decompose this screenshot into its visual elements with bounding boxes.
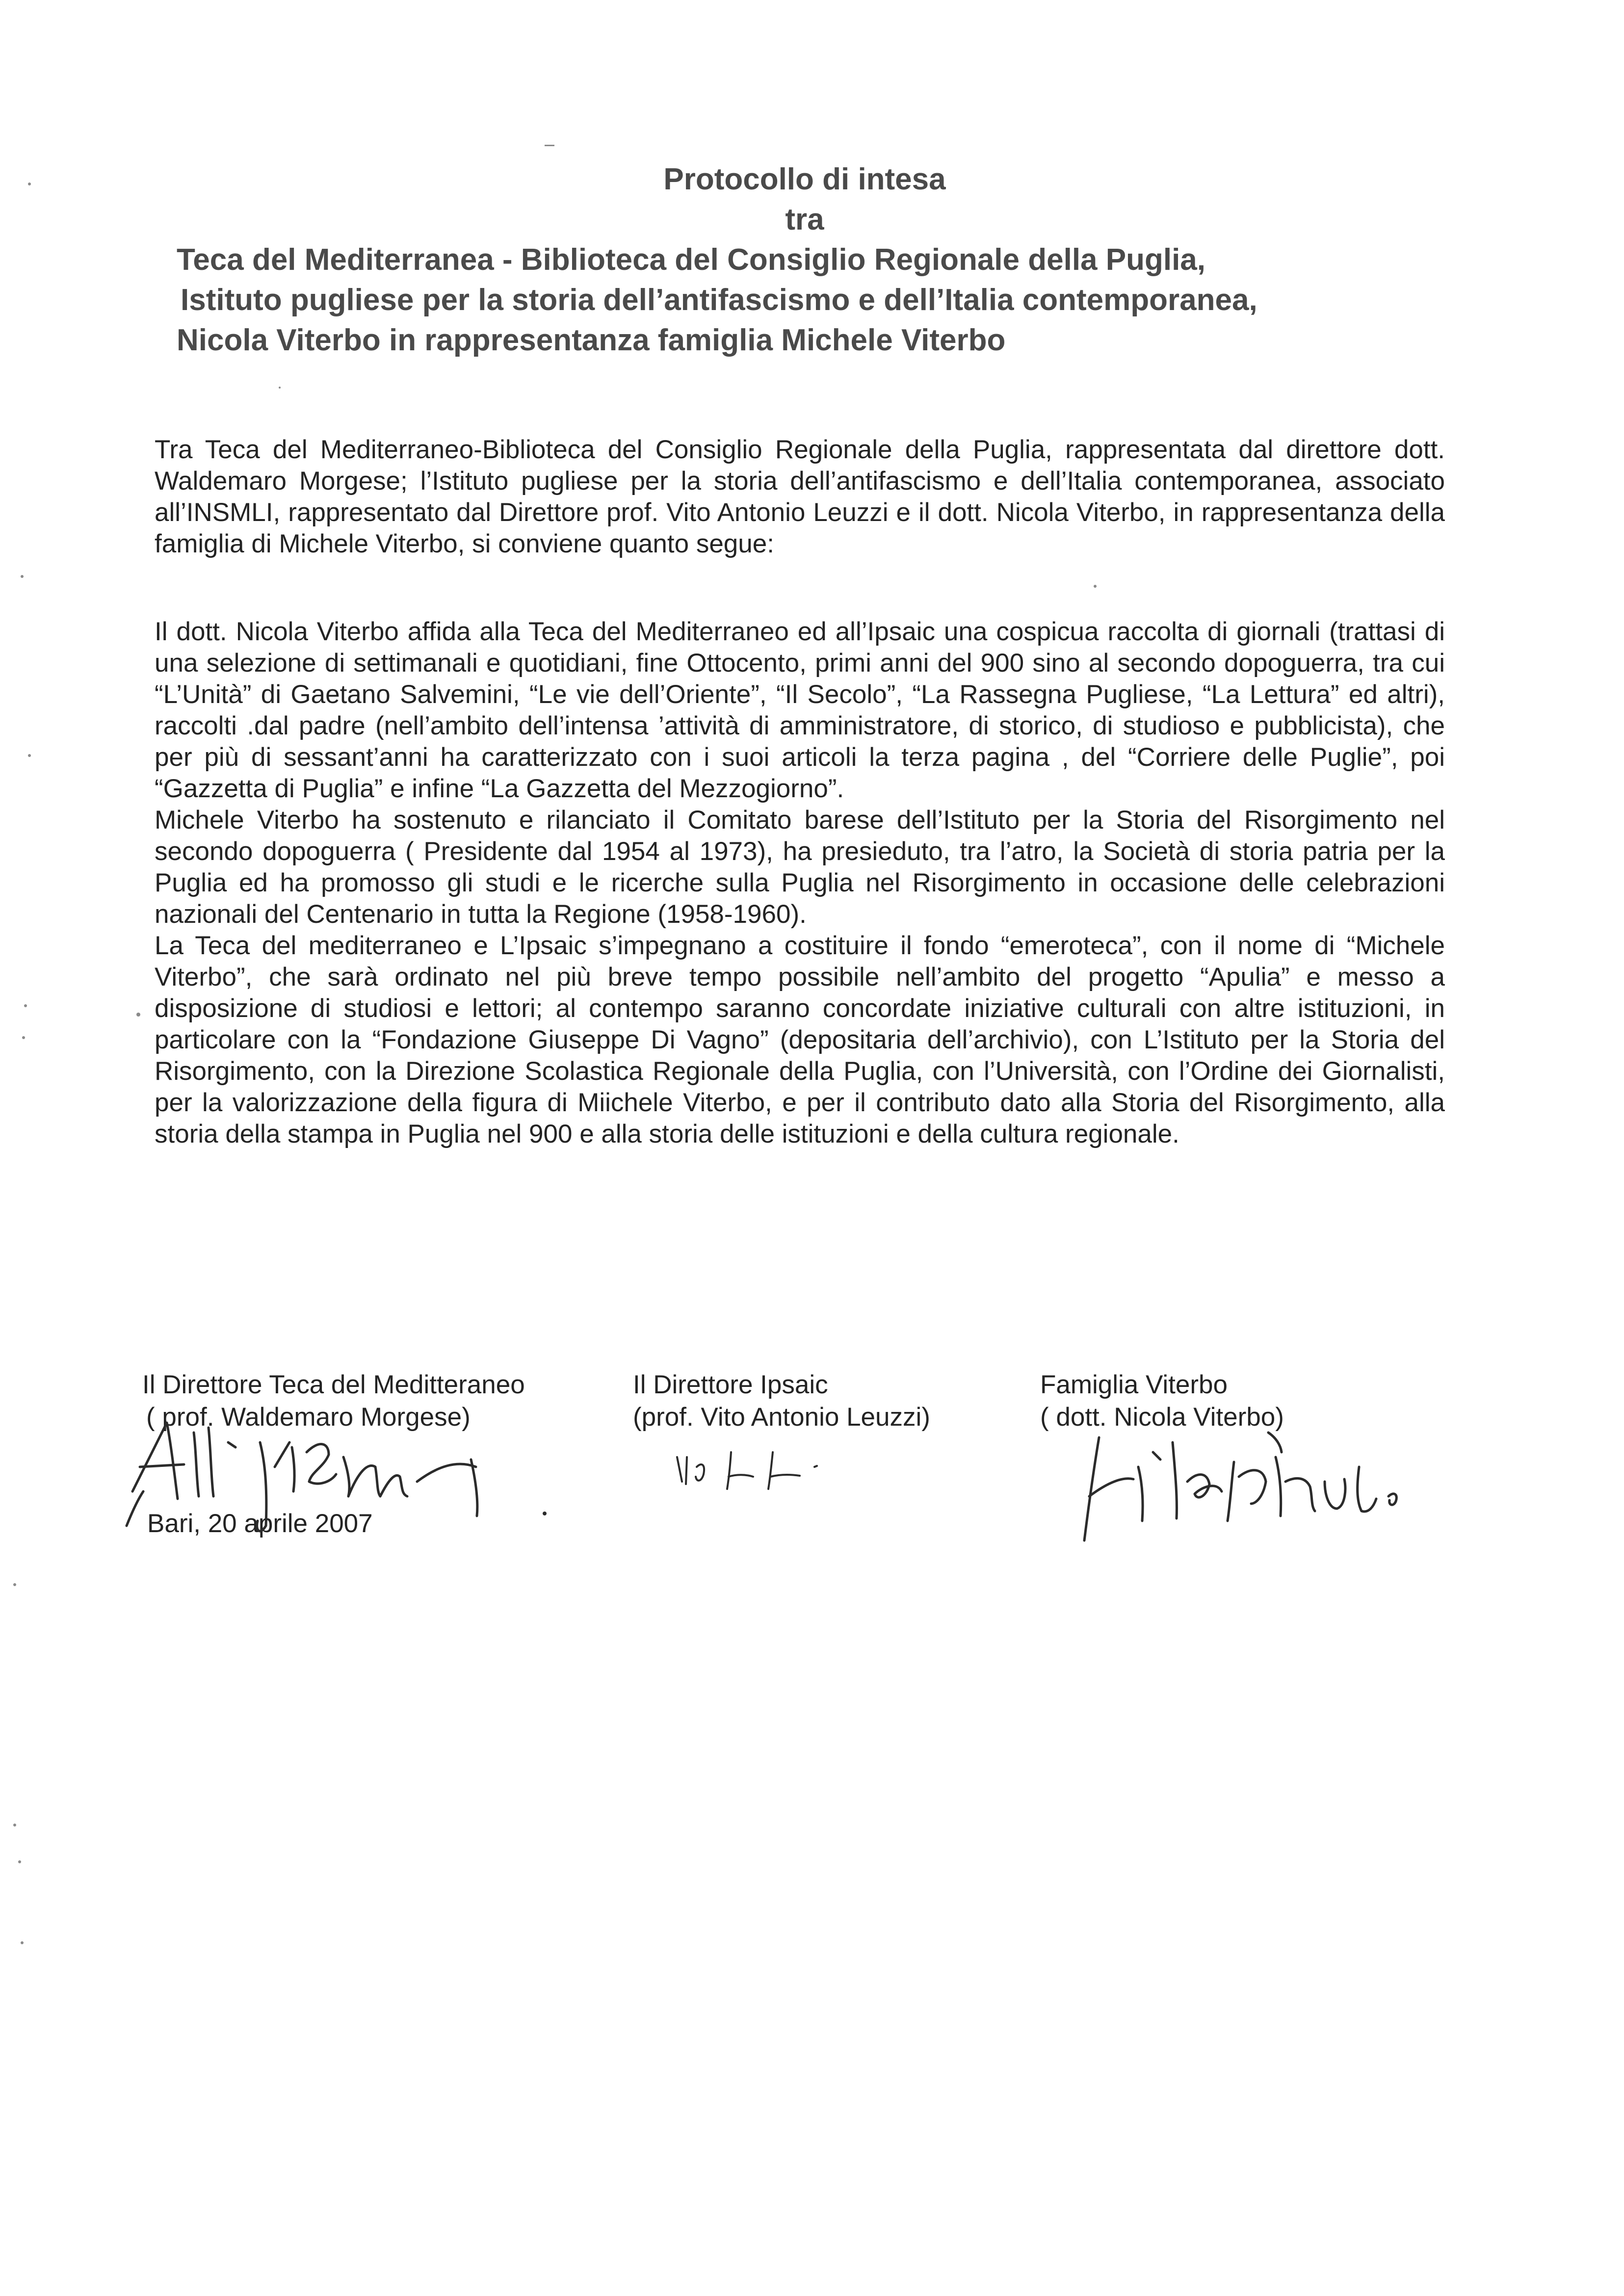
signatory-role: Il Direttore Ipsaic <box>633 1370 828 1399</box>
title-protocol: Protocollo di intesa <box>663 162 946 196</box>
signatory-role: Il Direttore Teca del Meditteraneo <box>142 1370 525 1399</box>
intro-paragraph: Tra Teca del Mediterraneo-Biblioteca del Consiglio Regionale della Puglia, rappresentata dal direttore dott. Waldemaro Morgese; l’Istituto pugliese per la storia dell’antifascismo e dell’Italia contemporanea, associato all’INSMLI, rappresentato dal Direttore prof. Vito Antonio Leuzzi e il dott. Nicola Viterbo, in rappresentanza della famiglia di Michele Viterbo, si conviene quanto segue: <box>155 435 1445 558</box>
paragraph-raccolta: Il dott. Nicola Viterbo affida alla Teca del Mediterraneo ed all’Ipsaic una cospicua raccolta di giornali (trattasi di una selezione di settimanali e quotidiani, fine Ottocento, primi anni del 900 sino al secondo dopoguerra, tra cui “L’Unità” di Gaetano Salvemini, “Le vie dell’Oriente”, “Il Secolo”, “La Rassegna Pugliese, “La Lettura” ed altri), raccolti .dal padre (nell’ambito dell’intensa ’attività di amministratore, di storico, di studioso e pubblicista), che per più di sessant’anni ha caratterizzato con i suoi articoli la terza pagina , del “Corriere delle Puglie”, poi “Gazzetta di Puglia” e infine “La Gazzetta del Mezzogiorno”. <box>155 617 1445 803</box>
date-place: Bari, 20 aprile 2007 <box>147 1509 373 1538</box>
signatory-name: ( prof. Waldemaro Morgese) <box>146 1403 471 1432</box>
paragraph-michele-viterbo: Michele Viterbo ha sostenuto e rilanciato il Comitato barese dell’Istituto per la Storia del Risorgimento nel secondo dopoguerra ( Presidente dal 1954 al 1973), ha presieduto, tra l’atro, la Società di storia patria per la Puglia ed ha promosso gli studi e le ricerche sulla Puglia nel Risorgimento in occasione delle celebrazioni nazionali del Centenario in tutta la Regione (1958-1960). <box>155 806 1445 929</box>
title-party-teca: Teca del Mediterranea - Biblioteca del Consiglio Regionale della Puglia, <box>177 243 1206 277</box>
signatory-role: Famiglia Viterbo <box>1040 1370 1228 1399</box>
title-party-viterbo: Nicola Viterbo in rappresentanza famiglia Michele Viterbo <box>177 323 1006 357</box>
paragraph-impegni: La Teca del mediterraneo e L’Ipsaic s’impegnano a costituire il fondo “emeroteca”, con il nome di “Michele Viterbo”, che sarà ordinato nel più breve tempo possibile nell’ambito del progetto “Apulia” e messo a disposizione di studiosi e lettori; al contempo saranno concordate iniziative culturali con altre istituzioni, in particolare con la “Fondazione Giuseppe Di Vagno” (depositaria dell’archivio), con L’Istituto per la Storia del Risorgimento, con la Direzione Scolastica Regionale della Puglia, con l’Università, con l’Ordine dei Giornalisti, per la valorizzazione della figura di Miichele Viterbo, e per il contributo dato alla Storia del Risorgimento, alla storia della stampa in Puglia nel 900 e alla storia delle istituzioni e della cultura regionale. <box>155 931 1445 1148</box>
title-party-istituto: Istituto pugliese per la storia dell’antifascismo e dell’Italia contemporanea, <box>181 283 1257 317</box>
signatory-name: ( dott. Nicola Viterbo) <box>1040 1403 1284 1432</box>
title-between: tra <box>785 203 824 236</box>
signatory-name: (prof. Vito Antonio Leuzzi) <box>633 1403 930 1432</box>
